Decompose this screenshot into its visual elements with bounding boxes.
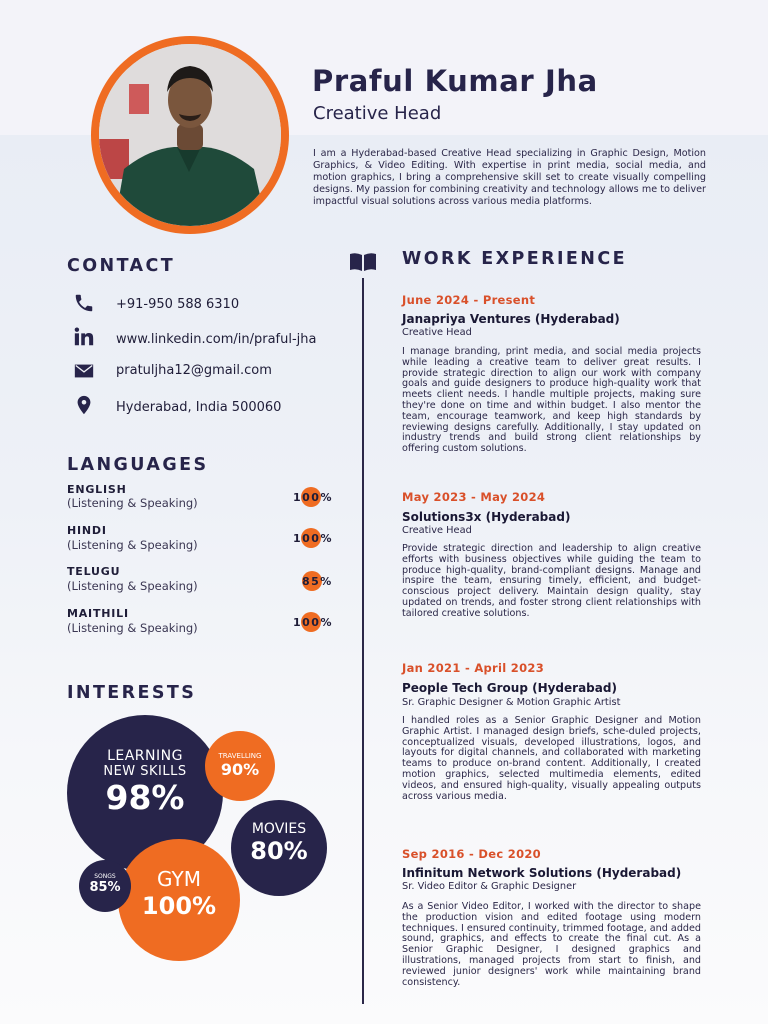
contact-phone[interactable]: +91-950 588 6310 [116,297,240,312]
job-role: Creative Head [402,327,472,338]
language-name: MAITHILI [67,607,129,620]
job-description: As a Senior Video Editor, I worked with the director to shape the production vision and edited footage using modern techniques. I ensured continuity, trimmed footage, and added sound, graphics, and effects to create the final cut. As a Senior Graphic Designer, I designed graphics and illustrations, managed projects from start to finish, and reviewed junior designers' work while maintaining brand consistency. [402,901,701,988]
phone-icon [73,292,95,314]
timeline-divider [362,278,364,1004]
job-role: Sr. Graphic Designer & Motion Graphic Artist [402,697,621,708]
interest-label: TRAVELLING [218,752,262,760]
interest-bubble-movies [231,800,327,896]
interest-percent: 80% [250,837,308,865]
job-role: Creative Head [402,525,472,536]
interest-bubble-travelling [205,731,275,801]
interest-label: GYM [157,867,201,891]
interest-percent: 100% [141,892,217,920]
job-company: Infinitum Network Solutions (Hyderabad) [402,866,682,880]
interest-label: NEW SKILLS [103,764,187,779]
work-experience-heading: WORK EXPERIENCE [402,249,627,269]
job-date: June 2024 - Present [402,293,536,307]
interest-bubble-songs [79,860,131,912]
candidate-name: Praful Kumar Jha [312,64,598,98]
location-pin-icon [73,394,95,416]
job-date: Sep 2016 - Dec 2020 [402,847,541,861]
profile-photo [99,44,281,226]
language-proficiency: (Listening & Speaking) [67,579,198,593]
linkedin-icon [73,326,95,348]
book-icon [349,252,377,272]
language-name: TELUGU [67,565,121,578]
contact-email[interactable]: pratuljha12@gmail.com [116,363,272,378]
interest-percent: 98% [105,778,185,817]
job-role: Sr. Video Editor & Graphic Designer [402,881,577,892]
language-percent: 85% [302,575,333,588]
language-proficiency: (Listening & Speaking) [67,538,198,552]
interest-label: MOVIES [251,821,307,837]
contact-heading: CONTACT [67,256,176,276]
job-date: Jan 2021 - April 2023 [402,661,545,675]
interest-bubble-gym [118,839,240,961]
language-proficiency: (Listening & Speaking) [67,496,198,510]
job-company: Janapriya Ventures (Hyderabad) [402,312,620,326]
languages-heading: LANGUAGES [67,455,209,475]
interest-label: LEARNING [107,748,183,764]
job-description: I handled roles as a Senior Graphic Designer and Motion Graphic Artist. I managed design briefs, sche-duled projects, conceptualized visuals, developed illustrations, logos, and layouts for digital channels, and collaborated with marketing teams to produce on-brand content. Additionally, I created motion graphics, selected multimedia elements, edited videos, and ensured high-quality, visually appealing outputs across various media. [402,715,701,802]
interests-heading: INTERESTS [67,683,197,703]
language-percent: 100% [293,491,333,504]
interest-label: SONGS [94,873,116,880]
contact-location: Hyderabad, India 500060 [116,400,282,415]
job-company: Solutions3x (Hyderabad) [402,510,571,524]
interest-percent: 90% [220,760,260,779]
profile-summary: I am a Hyderabad-based Creative Head specializing in Graphic Design, Motion Graphics, & Video Editing. With expertise in print media, social media, and motion graphics, I bring a comprehensive skill set to create visually compelling designs. My passion for combining creativity and technology allows me to deliver impactful visual solutions across various media platforms. [313,148,706,207]
job-company: People Tech Group (Hyderabad) [402,681,617,695]
contact-linkedin[interactable]: www.linkedin.com/in/praful-jha [116,332,317,347]
language-proficiency: (Listening & Speaking) [67,621,198,635]
language-name: ENGLISH [67,483,127,496]
email-icon [73,360,95,382]
profile-photo-ring [91,36,289,234]
language-name: HINDI [67,524,107,537]
job-description: Provide strategic direction and leadership to align creative efforts with business objectives while guiding the team to produce high-quality, brand-compliant designs. Manage and inspire the team, ensuring timely, efficient, and budget-conscious project delivery. Maintain design quality, stay updated on trends, and foster strong client relationships with tailored creative solutions. [402,543,701,619]
job-description: I manage branding, print media, and social media projects while leading a creative team to deliver great results. I provide strategic direction to align our work with company goals and guide designers to produce high-quality work that meets client needs. I handle multiple projects, making sure they're done on time and within budget. I also mentor the team, encourage teamwork, and keep high standards by reviewing designs carefully. Additionally, I stay updated on industry trends and build strong client relationships by offering custom solutions. [402,346,701,455]
profile-photo-illustration [99,44,281,226]
job-date: May 2023 - May 2024 [402,490,546,504]
candidate-title: Creative Head [313,103,442,124]
language-percent: 100% [293,616,333,629]
interest-percent: 85% [89,880,121,895]
language-percent: 100% [293,532,333,545]
